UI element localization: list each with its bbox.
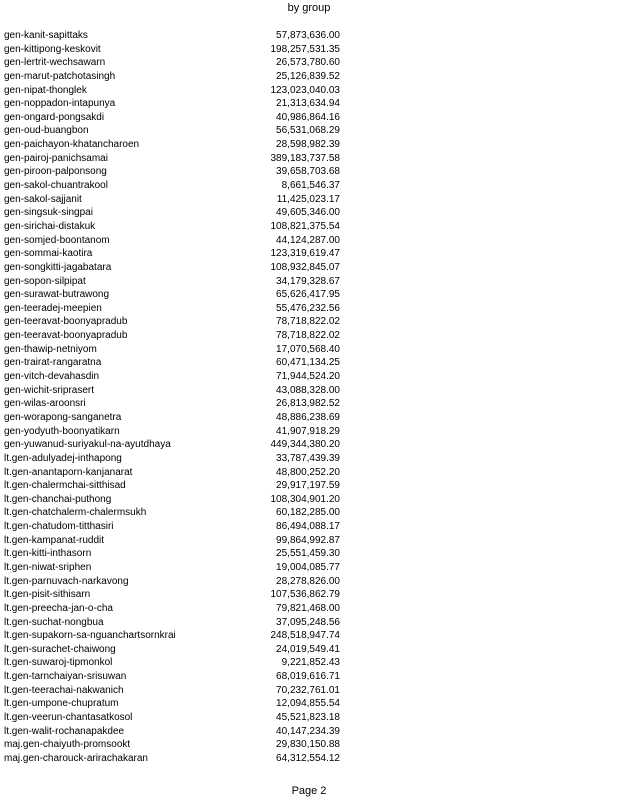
table-row <box>4 425 340 439</box>
table-row <box>4 711 340 725</box>
table-row <box>4 29 340 43</box>
row-amount: 107,536,862.79 <box>270 589 340 601</box>
table-row <box>4 670 340 684</box>
row-amount: 78,718,822.02 <box>276 316 340 328</box>
row-name: lt.gen-anantaporn-kanjanarat <box>4 466 133 478</box>
table-row <box>4 602 340 616</box>
table-row <box>4 479 340 493</box>
row-amount: 33,787,439.39 <box>276 452 340 464</box>
page-footer <box>0 785 618 798</box>
row-amount: 248,518,947.74 <box>270 630 340 642</box>
row-amount: 9,221,852.43 <box>281 657 340 669</box>
header-title: by group <box>287 2 331 14</box>
table-row <box>4 629 340 643</box>
row-name: gen-piroon-palponsong <box>4 166 107 178</box>
row-name: gen-sakol-sajjanit <box>4 193 82 205</box>
table-row <box>4 493 340 507</box>
row-name: gen-singsuk-singpai <box>4 207 93 219</box>
row-amount: 64,312,554.12 <box>276 752 340 764</box>
table-row <box>4 534 340 548</box>
row-amount: 123,319,619.47 <box>270 248 340 260</box>
row-name: maj.gen-chaiyuth-promsookt <box>4 739 131 751</box>
row-amount: 56,531,068.29 <box>276 125 340 137</box>
row-amount: 389,183,737.58 <box>270 152 340 164</box>
row-name: gen-trairat-rangaratna <box>4 357 102 369</box>
table-row <box>4 397 340 411</box>
row-amount: 70,232,761.01 <box>276 684 340 696</box>
row-amount: 37,095,248.56 <box>276 616 340 628</box>
table-row <box>4 43 340 57</box>
table-row <box>4 56 340 70</box>
table-row <box>4 247 340 261</box>
row-name: lt.gen-niwat-sriphen <box>4 561 92 573</box>
row-amount: 55,476,232.56 <box>276 302 340 314</box>
table-row <box>4 506 340 520</box>
row-amount: 28,278,826.00 <box>276 575 340 587</box>
table-row <box>4 643 340 657</box>
row-name: lt.gen-adulyadej-inthapong <box>4 452 122 464</box>
row-amount: 99,864,992.87 <box>276 534 340 546</box>
table-row <box>4 70 340 84</box>
row-name: gen-kanit-sapittaks <box>4 30 88 41</box>
row-name: gen-sakol-chuantrakool <box>4 180 108 192</box>
row-amount: 28,598,982.39 <box>276 139 340 151</box>
row-name: gen-noppadon-intapunya <box>4 98 116 110</box>
row-name: gen-worapong-sanganetra <box>4 411 122 423</box>
row-amount: 19,004,085.77 <box>276 561 340 573</box>
row-amount: 71,944,524.20 <box>276 371 340 383</box>
row-name: lt.gen-chalermchai-sitthisad <box>4 480 126 492</box>
row-name: maj.gen-charouck-arirachakaran <box>4 752 148 764</box>
table-row <box>4 588 340 602</box>
table-row <box>4 752 340 766</box>
row-name: gen-sommai-kaotira <box>4 248 93 260</box>
row-name: lt.gen-suwaroj-tipmonkol <box>4 657 113 669</box>
table-row <box>4 547 340 561</box>
table-row <box>4 738 340 752</box>
row-amount: 108,821,375.54 <box>270 220 340 232</box>
table-row <box>4 84 340 98</box>
row-amount: 25,126,839.52 <box>276 70 340 82</box>
row-name: gen-sirichai-distakuk <box>4 220 96 232</box>
table-row <box>4 384 340 398</box>
row-name: gen-surawat-butrawong <box>4 289 110 301</box>
row-name: lt.gen-chanchai-puthong <box>4 493 112 505</box>
row-amount: 41,907,918.29 <box>276 425 340 437</box>
table-row <box>4 466 340 480</box>
table-row <box>4 356 340 370</box>
row-name: lt.gen-walit-rochanapakdee <box>4 725 125 737</box>
row-amount: 17,070,568.40 <box>276 343 340 355</box>
table-row <box>4 329 340 343</box>
row-amount: 68,019,616.71 <box>276 671 340 683</box>
row-amount: 40,986,864.16 <box>276 111 340 123</box>
row-name: gen-teeradej-meepien <box>4 302 102 314</box>
row-amount: 29,917,197.59 <box>276 480 340 492</box>
table-row <box>4 315 340 329</box>
row-name: gen-yuwanud-suriyakul-na-ayutdhaya <box>4 439 171 451</box>
row-amount: 29,830,150.88 <box>276 739 340 751</box>
row-amount: 21,313,634.94 <box>276 98 340 110</box>
row-name: lt.gen-preecha-jan-o-cha <box>4 602 113 614</box>
row-amount: 8,661,546.37 <box>281 180 340 192</box>
table-row <box>4 165 340 179</box>
row-amount: 44,124,287.00 <box>276 234 340 246</box>
row-name: gen-nipat-thonglek <box>4 84 87 96</box>
table-row <box>4 275 340 289</box>
table-row <box>4 575 340 589</box>
row-name: gen-kittipong-keskovit <box>4 43 101 55</box>
row-name: gen-teeravat-boonyapradub <box>4 316 128 328</box>
row-amount: 57,873,636.00 <box>276 30 340 41</box>
table-row <box>4 124 340 138</box>
table-row <box>4 138 340 152</box>
row-name: lt.gen-supakorn-sa-nguanchartsornkrai <box>4 630 176 642</box>
row-name: gen-somjed-boontanom <box>4 234 110 246</box>
row-name: lt.gen-kitti-inthasorn <box>4 548 92 560</box>
row-amount: 26,813,982.52 <box>276 398 340 410</box>
row-name: lt.gen-parnuvach-narkavong <box>4 575 129 587</box>
row-name: lt.gen-suchat-nongbua <box>4 616 104 628</box>
table-row <box>4 561 340 575</box>
row-amount: 39,658,703.68 <box>276 166 340 178</box>
row-amount: 12,094,855.54 <box>276 698 340 710</box>
row-name: lt.gen-kampanat-ruddit <box>4 534 105 546</box>
table-row <box>4 616 340 630</box>
table-row <box>4 411 340 425</box>
row-name: gen-oud-buangbon <box>4 125 89 137</box>
row-amount: 11,425,023.17 <box>276 193 340 205</box>
table-row <box>4 725 340 739</box>
table-row <box>4 452 340 466</box>
row-name: gen-thawip-netniyom <box>4 343 97 355</box>
row-name: gen-songkitti-jagabatara <box>4 261 112 273</box>
row-amount: 65,626,417.95 <box>276 289 340 301</box>
row-amount: 49,605,346.00 <box>276 207 340 219</box>
table-row <box>4 234 340 248</box>
row-amount: 79,821,468.00 <box>276 602 340 614</box>
table-row <box>4 438 340 452</box>
row-amount: 108,932,845.07 <box>270 261 340 273</box>
row-name: gen-wichit-sriprasert <box>4 384 95 396</box>
row-name: gen-sopon-silpipat <box>4 275 86 287</box>
row-name: lt.gen-teerachai-nakwanich <box>4 684 124 696</box>
table-row <box>4 220 340 234</box>
row-name: gen-paichayon-khatancharoen <box>4 139 140 151</box>
table-row <box>4 111 340 125</box>
row-name: gen-marut-patchotasingh <box>4 70 116 82</box>
row-name: lt.gen-tarnchaiyan-srisuwan <box>4 671 127 683</box>
table-row <box>4 343 340 357</box>
row-amount: 78,718,822.02 <box>276 330 340 342</box>
row-name: lt.gen-chatudom-titthasiri <box>4 521 114 533</box>
table-row <box>4 261 340 275</box>
row-amount: 449,344,380.20 <box>270 439 340 451</box>
row-amount: 108,304,901.20 <box>270 493 340 505</box>
data-table <box>4 29 340 766</box>
row-name: gen-wilas-aroonsri <box>4 398 86 410</box>
row-amount: 43,088,328.00 <box>276 384 340 396</box>
row-amount: 40,147,234.39 <box>276 725 340 737</box>
row-amount: 60,182,285.00 <box>276 507 340 519</box>
row-name: gen-ongard-pongsakdi <box>4 111 105 123</box>
row-amount: 24,019,549.41 <box>276 643 340 655</box>
row-amount: 48,800,252.20 <box>276 466 340 478</box>
row-name: gen-vitch-devahasdin <box>4 371 100 383</box>
row-amount: 26,573,780.60 <box>276 57 340 69</box>
row-name: gen-pairoj-panichsamai <box>4 152 108 164</box>
table-row <box>4 697 340 711</box>
row-name: lt.gen-pisit-sithisarn <box>4 589 91 601</box>
row-amount: 86,494,088.17 <box>276 521 340 533</box>
row-amount: 123,023,040.03 <box>270 84 340 96</box>
row-amount: 198,257,531.35 <box>270 43 340 55</box>
row-amount: 48,886,238.69 <box>276 411 340 423</box>
row-amount: 34,179,328.67 <box>276 275 340 287</box>
table-row <box>4 179 340 193</box>
row-amount: 60,471,134.25 <box>276 357 340 369</box>
page-number-label: Page 2 <box>291 785 327 797</box>
row-amount: 45,521,823.18 <box>276 712 340 724</box>
row-name: lt.gen-chatchalerm-chalermsukh <box>4 507 147 519</box>
report-header <box>0 2 618 15</box>
row-name: lt.gen-surachet-chaiwong <box>4 643 116 655</box>
table-row <box>4 206 340 220</box>
table-row <box>4 370 340 384</box>
table-row <box>4 684 340 698</box>
table-row <box>4 656 340 670</box>
table-row <box>4 152 340 166</box>
table-row <box>4 97 340 111</box>
row-name: lt.gen-umpone-chupratum <box>4 698 119 710</box>
table-row <box>4 193 340 207</box>
row-name: gen-yodyuth-boonyatikarn <box>4 425 120 437</box>
table-row <box>4 302 340 316</box>
row-name: gen-teeravat-boonyapradub <box>4 330 128 342</box>
row-name: lt.gen-veerun-chantasatkosol <box>4 712 133 724</box>
row-name: gen-lertrit-wechsawarn <box>4 57 106 69</box>
row-amount: 25,551,459.30 <box>276 548 340 560</box>
table-row <box>4 520 340 534</box>
table-row <box>4 288 340 302</box>
